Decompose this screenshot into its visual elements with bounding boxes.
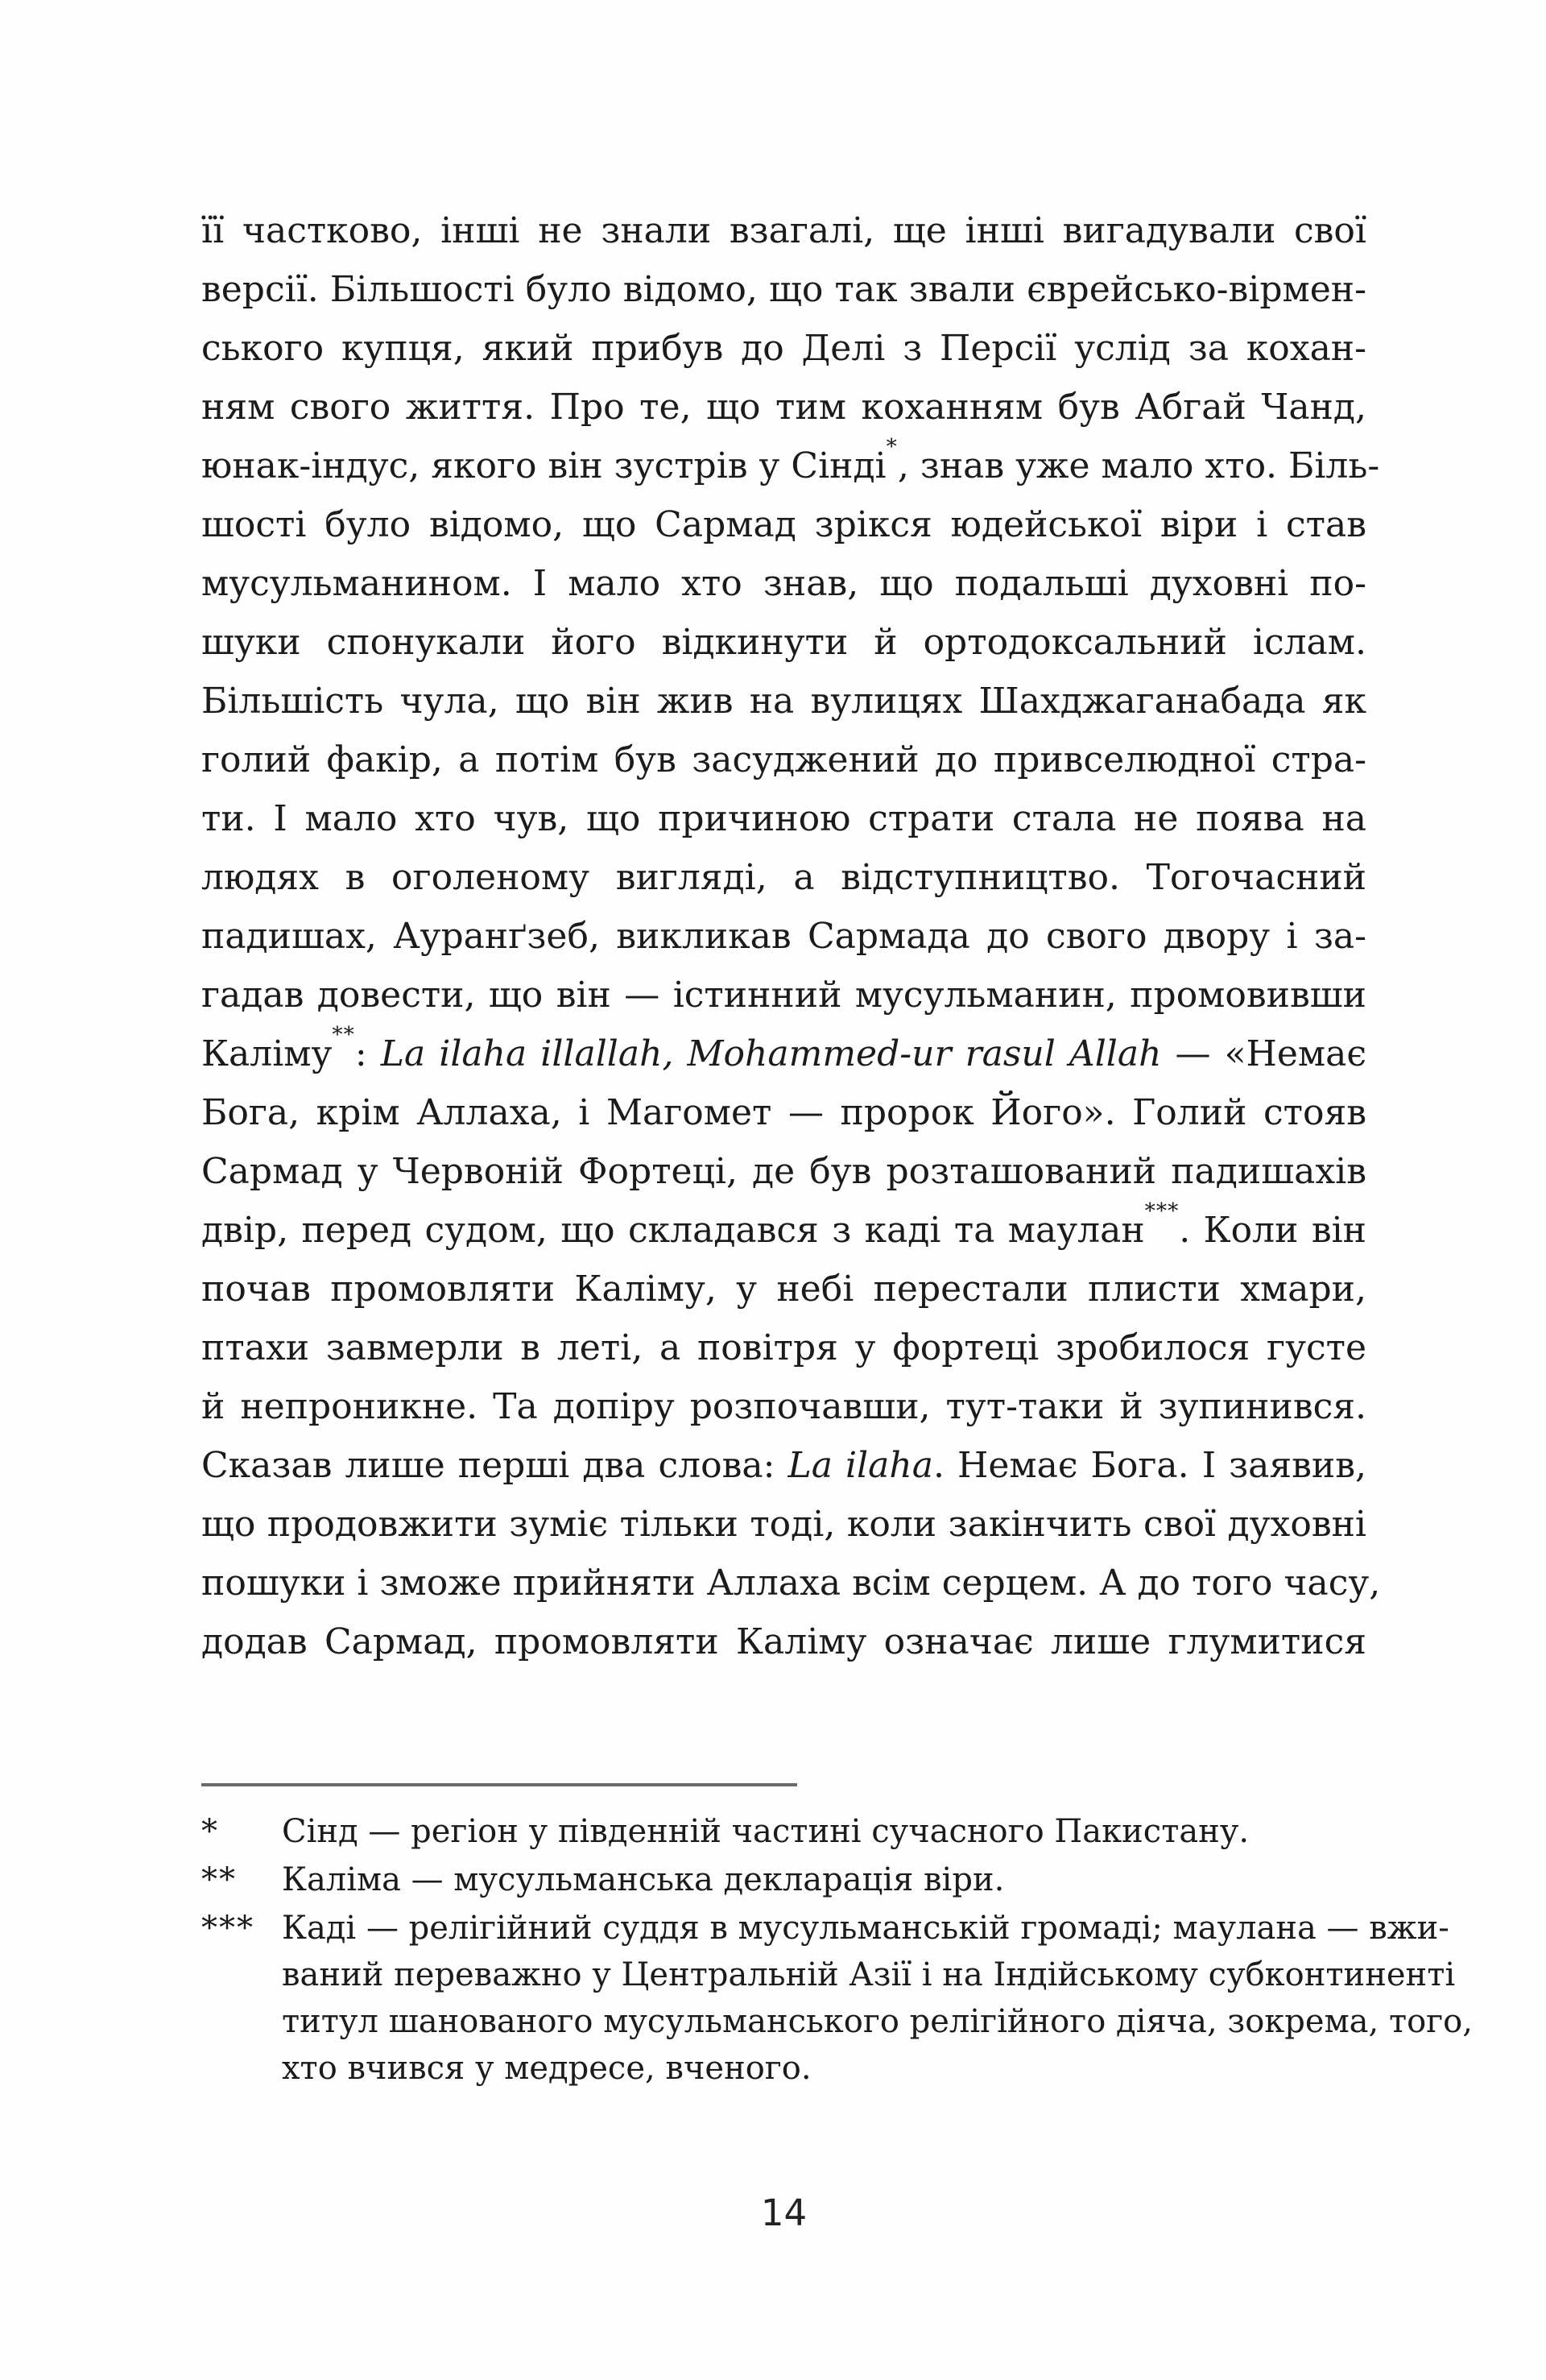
text-run: голий факір, а потім був засуджений до привселюдної стра-: [201, 739, 1366, 780]
body-line: [201, 1142, 1366, 1201]
text-run: її частково, інші не знали взагалі, ще інші вигадували свої: [201, 210, 1366, 251]
text-run: Сармад у Червоній Фортеці, де був розташований падишахів: [201, 1151, 1366, 1192]
footnote-text: [282, 1856, 1366, 1903]
page-number: 14: [760, 2192, 808, 2234]
body-line: [201, 1554, 1381, 1612]
body-line: [201, 907, 1366, 966]
body-line: [201, 495, 1366, 554]
text-run: ти. І мало хто чув, що причиною страти стала не поява на: [201, 798, 1366, 839]
body-line: [201, 319, 1366, 378]
body-line: [201, 672, 1366, 731]
footnote-line: Каді — релігійний суддя в мусульманській громаді; маулана — вжи-: [282, 1910, 1449, 1947]
body-line: [201, 554, 1366, 613]
text-run: падишах, Ауранґзеб, викликав Сармада до свого двору і за-: [201, 916, 1366, 957]
footnote-ref: *: [886, 433, 898, 459]
text-run: шуки спонукали його відкинути й ортодоксальний іслам.: [201, 622, 1366, 663]
text-run: . Коли він: [1179, 1210, 1367, 1251]
italic-phrase: La ilaha: [787, 1445, 933, 1486]
body-line: [201, 260, 1366, 319]
body-line: [201, 1083, 1366, 1142]
footnote-marker: **: [201, 1861, 237, 1898]
text-run: почав промовляти Каліму, у небі перестали плисти хмари,: [201, 1269, 1366, 1310]
text-run: версії. Більшості було відомо, що так звали єврейсько-вірмен-: [201, 269, 1366, 310]
text-run: птахи завмерли в леті, а повітря у фортеці зробилося густе: [201, 1327, 1366, 1368]
footnote: [201, 1856, 1366, 1903]
footnote-marker: *: [201, 1813, 219, 1850]
body-line: [201, 613, 1366, 672]
footnote-line: титул шанованого мусульманського релігійного діяча, зокрема, того,: [282, 2003, 1473, 2040]
text-run: двір, перед судом, що складався з каді та маулан: [201, 1210, 1145, 1251]
footnote-text: [282, 1905, 1473, 2092]
footnote-text: [282, 1808, 1366, 1855]
body-line: [201, 1318, 1366, 1377]
text-run: людях в оголеному вигляді, а відступництво. Тогочасний: [201, 857, 1366, 898]
footnote-separator: [201, 1783, 797, 1786]
body-line: [201, 433, 1380, 495]
body-line: [201, 1198, 1367, 1260]
body-line: [201, 848, 1366, 907]
text-run: — «Немає: [1161, 1033, 1366, 1074]
footnote-ref: **: [332, 1021, 355, 1047]
text-run: додав Сармад, промовляти Каліму означає лише глумитися: [201, 1621, 1366, 1662]
footnote-line: ваний переважно у Центральній Азії і на Індійському субконтиненті: [282, 1956, 1456, 1993]
body-line: [201, 731, 1366, 789]
body-text: [201, 201, 1381, 1671]
text-run: шості було відомо, що Сармад зрікся юдейської віри і став: [201, 504, 1366, 545]
footnote-line: Сінд — регіон у південній частині сучасного Пакистану.: [282, 1813, 1250, 1850]
body-line: [201, 378, 1366, 437]
text-run: мусульманином. І мало хто знав, що подальші духовні по-: [201, 563, 1366, 604]
text-run: ського купця, який прибув до Делі з Персії услід за кохан-: [201, 328, 1366, 369]
text-run: :: [354, 1033, 381, 1074]
footnote-marker: ***: [201, 1910, 254, 1947]
footnote-ref: ***: [1144, 1198, 1180, 1223]
body-line: [201, 789, 1366, 848]
footnote: [201, 1905, 1473, 2092]
footnote-line: хто вчився у медресе, вченого.: [282, 2050, 812, 2087]
italic-phrase: La ilaha illallah, Mohammed-ur rasul Allah: [380, 1033, 1162, 1074]
text-run: що продовжити зуміє тільки тоді, коли закінчить свої духовні: [201, 1504, 1366, 1545]
text-run: й непроникне. Та допіру розпочавши, тут-таки й зупинився.: [201, 1386, 1366, 1427]
text-run: , знав уже мало хто. Біль-: [897, 445, 1380, 486]
text-run: Більшість чула, що він жив на вулицях Шахджаганабада як: [201, 681, 1366, 722]
text-run: юнак-індус, якого він зустрів у Сінді: [201, 445, 887, 486]
body-line: [201, 1260, 1366, 1318]
body-line: [201, 1377, 1366, 1436]
footnote-line: Каліма — мусульманська декларація віри.: [282, 1861, 1005, 1898]
body-line: [201, 1021, 1366, 1083]
text-run: Сказав лише перші два слова:: [201, 1445, 788, 1486]
text-run: гадав довести, що він — істинний мусульманин, промовивши: [201, 975, 1366, 1016]
text-run: ням свого життя. Про те, що тим коханням був Абгай Чанд,: [201, 387, 1366, 428]
body-line: [201, 1495, 1366, 1554]
body-line: [201, 201, 1366, 260]
footnotes: [201, 1808, 1473, 2093]
footnote: [201, 1808, 1366, 1855]
text-run: Бога, крім Аллаха, і Магомет — пророк Його». Голий стояв: [201, 1092, 1366, 1133]
text-run: пошуки і зможе прийняти Аллаха всім серцем. А до того часу,: [201, 1563, 1381, 1604]
text-run: Каліму: [201, 1033, 333, 1074]
body-line: [201, 1436, 1366, 1495]
body-line: [201, 966, 1366, 1024]
body-line: [201, 1612, 1366, 1671]
text-run: . Немає Бога. І заявив,: [932, 1445, 1367, 1486]
